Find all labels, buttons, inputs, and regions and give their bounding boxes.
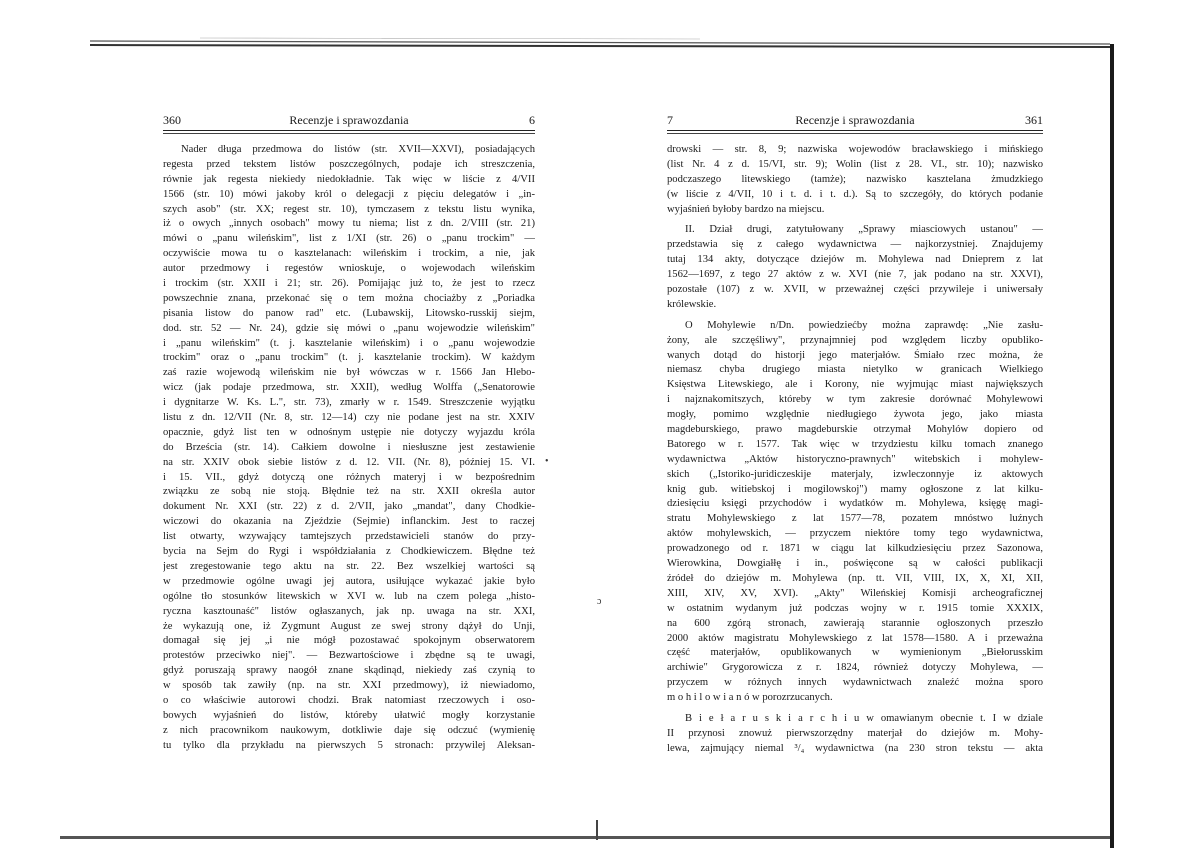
text-line: i „panu wileńskim" (t. j. kasztelanie wileńskim) i o „panu wojewodzie [163, 337, 535, 349]
right-running-head [667, 110, 1043, 131]
text-line: dokument Nr. XXI (str. 22) z d. 2/VII, jako „mandat", dany Chodkie- [163, 501, 535, 513]
text-line: trockim" oraz o „panu trockim" (t. j. kasztelanie trockim). W każdym [163, 352, 535, 364]
text-line: przedstawia się z całego wydawnictwa — najkorzystniej. Znajdujemy [667, 239, 1043, 251]
text-line: stratu Mohylewskiego z lat 1577—78, pozatem mnóstwo luźnych [667, 513, 1043, 525]
text-line: przyczem w różnych innych wydawnictwach znaleźć można sporo [667, 677, 1043, 689]
center-ink-mark: ɔ [597, 596, 602, 607]
text-line: niemasz chyba drugiego miasta nietylko w granicach Wielkiego [667, 364, 1043, 376]
text-line: knig gub. witiebskoj i mogilowskoj") mamy ogłoszone z lat kilku- [667, 483, 1043, 495]
text-line: autor przedmowy i regestów wnioskuje, o wojewodach wileńskim [163, 263, 535, 275]
text-line: pisania listow do panow rad" etc. (Lubawskij, Litowsko-russkij siejm, [163, 307, 535, 319]
text-line: 1566 (str. 10) mówi jakoby król o delegacji z pięciu delegatów i „in- [163, 188, 535, 200]
paragraph [667, 143, 1043, 217]
left-running-head [163, 110, 535, 131]
right-body-text [667, 143, 1043, 757]
right-page-number: 361 [1025, 113, 1043, 127]
text-line: XIII, XIV, XV, XVI). „Akty" Wileńskiej Komisji archeograficznej [667, 587, 1043, 599]
text-line: archiwie" Grygorowicza z r. 1824, również dotyczy Mohylewa, — [667, 662, 1043, 674]
text-line: źródeł do dziejów m. Mohylewa (np. tt. VII, VIII, IX, X, XI, XII, [667, 572, 1043, 584]
text-line: pozostałe (107) z w. XVII, w przeważnej części przywileje i uniwersały [667, 284, 1043, 296]
left-body-text [163, 143, 535, 754]
text-line: oczywiście mowa tu o kasztelanach: wileńskim i trockim, a nie, jak [163, 248, 535, 260]
text-line: w sposób tak zawiły (np. na str. XXI przedmowy), iż niewiadomo, [163, 680, 535, 692]
right-running-title: Recenzje i sprawozdania [795, 113, 915, 127]
text-line: i najznakomitszych, któreby w tym zakresie dorównać Mohylewowi [667, 394, 1043, 406]
text-line: II przynosi znowuż pierwszorzędny materjał do dziejów m. Mohy- [667, 727, 1043, 739]
text-line: magdeburskiego, prawo magdeburskie otrzymał Mohylów dopiero od [667, 424, 1043, 436]
text-line: wiczowi do okazania na Zjeździe (Sejmie) inflanckim. Jest to raczej [163, 516, 535, 528]
text-line: II. Dział drugi, zatytułowany „Sprawy miasciowych ustanou" — [685, 224, 1043, 236]
text-line: 1562—1697, z tego 27 aktów z w. XVI (nie 7, jak podano na str. XXVI), [667, 269, 1043, 281]
text-line: Księstwa Litewskiego, ale i Korony, nie wyjmując miast największych [667, 379, 1043, 391]
text-line: żony, ale szczęśliwy", przynajmniej pod względem liczby opubliko- [667, 334, 1043, 346]
left-page-number: 360 [163, 113, 181, 127]
center-dot-mark: • [545, 456, 549, 467]
text-line: prowadzonego od r. 1871 w ciągu lat kilkudziesięciu przez Sazonowa, [667, 543, 1043, 555]
text-line: o co właściwie autorowi chodzi. Brak natomiast rzeczowych i oso- [163, 694, 535, 706]
text-line: na str. XXIV obok siebie listów z d. 12. VII. (Nr. 8), później 15. VI. [163, 456, 535, 468]
text-line: jest zregestowanie tego aktu na str. 22. Bez wszelkiej wartości są [163, 560, 535, 572]
text-line: z nich pracownikom naukowym, dotkliwie daje się odczuć (wymienię [163, 724, 535, 736]
scan-bottom-edge [60, 836, 1110, 839]
text-line: Batorego w r. 1577. Tak więc w trzydziestu kilku tomach znanego [667, 438, 1043, 450]
text-line: (list Nr. 4 z d. 15/VI, str. 9); Wolin (list z 28. VI., str. 10); nazwisko [667, 158, 1043, 170]
text-line: i dygnitarze W. Ks. L.", str. 73), zmarły w r. 1549. Streszczenie wyjątku [163, 397, 535, 409]
text-line: aktów mohylewskich, — przyczem niektóre tomy tego wydawnictwa, [667, 528, 1043, 540]
text-line: wydawnictwa „Aktów historyczno-prawnych" witebskich i mohylew- [667, 453, 1043, 465]
text-line: list otwarty, wzywający tamtejszych przedstawicieli stanów do przy- [163, 531, 535, 543]
text-line: bowych wyjaśnień do listów, któreby ułatwić mogły korzystanie [163, 709, 535, 721]
text-line: ogólne tło stosunków litewskich w XVI w. lub na czem polega „histo- [163, 590, 535, 602]
text-line: część materjałów, opublikowanych w wymienionym „Biełorusskim [667, 647, 1043, 659]
text-line: podczaszego litewskiego (tamże); nazwisko kasztelana żmudzkiego [667, 173, 1043, 185]
text-line: równie jak regesta niekiedy niedokładnie. Tak więc w liście z 4/VII [163, 173, 535, 185]
scan-top-border [0, 0, 1200, 40]
text-line: bycia na Sejm do Rygi i współdziałania z Chodkiewiczem. Błędne też [163, 546, 535, 558]
text-line: 2000 aktów magistratu Mohylewskiego z lat 1578—1580. A i przeważna [667, 632, 1043, 644]
text-line: skich („Istoriko-juridiczeskije materjaly, izwleczonnyje iz aktowych [667, 468, 1043, 480]
scan-right-edge [1110, 44, 1114, 848]
paragraph [667, 319, 1043, 706]
text-line: wanych dotąd do historji jego materjałów. Śmiało rzec można, że [667, 349, 1043, 361]
paragraph [667, 223, 1043, 312]
text-line: regesta przed tekstem listów poszczególnych, podaje ich streszczenia, [163, 158, 535, 170]
text-line: m o h i l o w i a n ó w porozrzucanych. [667, 692, 833, 704]
text-line: listu z dn. 12/VII (Nr. 8, str. 12—14) czy nie podane jest na str. XXIV [163, 412, 535, 424]
text-line: mówi o „panu wileńskim", list z 1/XI (str. 26) o „panu trockim" — [163, 233, 535, 245]
right-page [667, 110, 1043, 757]
text-line: Wierowkina, Dowgiałłę i in., poświęcone są w całości publikacji [667, 558, 1043, 570]
text-line: że wykazują one, iż Zygmunt August ze swej strony dążył do Unji, [163, 620, 535, 632]
scan-gutter-mark [596, 820, 598, 840]
text-line: opacznie, gdyż list ten w odnośnym ustępie nie dotyczy wyjazdu króla [163, 426, 535, 438]
text-line: w przedmowie ogólne uwagi jej autora, usiłujące wykazać jakie było [163, 575, 535, 587]
text-line: tutaj 134 akty, dotyczące dziejów m. Mohylewa nad Dnieprem z lat [667, 254, 1043, 266]
text-line: dod. str. 52 — Nr. 24), gdzie się mówi o „panu wojewodzie wileńskim" [163, 322, 535, 334]
text-line: na 600 zgórą stronach, zawierają starannie ogłoszonych przeszło [667, 617, 1043, 629]
text-line: B i e ł a r u s k i a r c h i u w omawianym obecnie t. I w dziale [685, 712, 1043, 724]
paragraph [667, 712, 1043, 757]
text-line: zaś razie wojewodą wileńskim nie był wówczas w r. 1566 Jan Hlebo- [163, 367, 535, 379]
text-line: do Brześcia (str. 14). Całkiem dowolne i niesłuszne jest zestawienie [163, 441, 535, 453]
text-line: królewskie. [667, 298, 717, 310]
text-line: wyjaśnień byłoby bardzo na miejscu. [667, 203, 825, 215]
text-line: (w liście z 4/VII, 10 i t. d. i t. d.). Są to szczegóły, do których podanie [667, 188, 1043, 200]
text-line: drowski — str. 8, 9; nazwiska wojewodów bracławskiego i mińskiego [667, 144, 1043, 155]
text-line: ryczna kasztounaść" listów ogłaszanych, jak np. uwaga na str. XXI, [163, 605, 535, 617]
text-line: w ostatnim wydanym już podczas wojny w r. 1915 tomie XXXIX, [667, 602, 1043, 614]
text-line: szych asob" (str. XX; regest str. 10), tymczasem z tekstu listu wynika, [163, 203, 535, 215]
text-line: mogły, pomimo względnie niedługiego żywota jego, jako miasta [667, 409, 1043, 421]
text-line: wicz (jak podaje przedmowa, str. XXII), według Wolffa („Senatorowie [163, 382, 535, 394]
text-line: powszechnie znana, przekonać się o tem można chociażby z „Poriadka [163, 292, 535, 304]
text-line: dziesięciu księgi przychodów i wydatków m. Mohylewa, księgę magi- [667, 498, 1043, 510]
text-line: Nader długa przedmowa do listów (str. XVII—XXVI), posiadających [181, 144, 535, 155]
text-line: iż o owych „innych osobach" mowy tu niema; list z dn. 2/VIII (str. 21) [163, 218, 535, 230]
text-line: i 15. VII., gdyż dotyczą one różnych materyj i w bezpośrednim [163, 471, 535, 483]
left-running-title: Recenzje i sprawozdania [289, 113, 409, 127]
text-line: związku ze sobą nie stoją. Błędnie też na str. XXII określa autor [163, 486, 535, 498]
right-section-number: 7 [667, 113, 673, 127]
text-line: O Mohylewie n/Dn. powiedziećby można zaprawdę: „Nie zasłu- [685, 319, 1043, 331]
text-line: gdyż poruszają sprawy naogół znane skądinąd, niekiedy zaś czynią to [163, 665, 535, 677]
left-section-number: 6 [529, 113, 535, 127]
text-line: lewa, zajmujący niemal ³/₄ wydawnictwa (na 230 stron tekstu — akta [667, 742, 1043, 754]
text-line: tu tylko dla przykładu na pierwszych 5 stronach: przywilej Aleksan- [163, 739, 535, 751]
text-line: protestów przeciwko niej". — Bezwartościowe i zbędne są te uwagi, [163, 650, 535, 662]
text-line: i trockim (str. XXII i 21; str. 26). Pomijając już to, że jest to rzecz [163, 278, 535, 290]
left-page [163, 110, 535, 754]
text-line: domagał się jej „i nie mógł pozostawać spokojnym obserwatorem [163, 635, 535, 647]
